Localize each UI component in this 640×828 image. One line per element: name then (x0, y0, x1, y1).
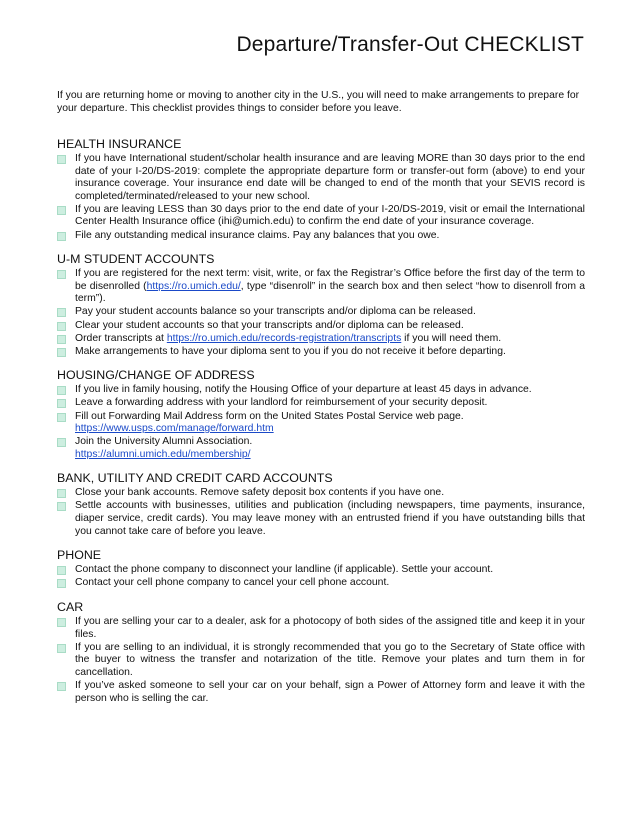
checkbox-icon[interactable] (57, 270, 66, 279)
item-text: If you have International student/scholar health insurance and are leaving MORE than 30 days prior to the end date of your I-20/DS-2019: complete the appropriate departure form or transfer-out form (above) to end your insurance coverage. Your insurance end date will be changed to end of the month that your SEVIS record is completed/terminated/released to your new school. (75, 153, 585, 202)
checklist-item (57, 500, 585, 538)
checklist-item (57, 346, 585, 359)
item-text: Pay your student accounts balance so your transcripts and/or diploma can be released. (75, 306, 476, 318)
checklist-item (57, 397, 585, 410)
item-link[interactable]: https://www.usps.com/manage/forward.htm (75, 423, 274, 435)
section-u-m-student-accounts (57, 252, 585, 358)
intro-paragraph: If you are returning home or moving to another city in the U.S., you will need to make arrangements to prepare for your departure. This checklist provides things to consider before you leave. (57, 90, 580, 114)
item-text: Join the University Alumni Association. (75, 436, 253, 448)
checklist-item (57, 320, 585, 333)
item-link[interactable]: https://alumni.umich.edu/membership/ (75, 448, 251, 460)
item-text: If you live in family housing, notify the Housing Office of your departure at least 45 days in advance. (75, 384, 532, 396)
checkbox-icon[interactable] (57, 579, 66, 588)
checklist-item (57, 306, 585, 319)
checkbox-icon[interactable] (57, 308, 66, 317)
item-text: Make arrangements to have your diploma sent to you if you do not receive it before departing. (75, 345, 506, 357)
checklist-item (57, 487, 585, 500)
checkbox-icon[interactable] (57, 348, 66, 357)
checklist (57, 153, 585, 242)
checklist (57, 616, 585, 705)
checkbox-icon[interactable] (57, 322, 66, 331)
item-text: Order transcripts at (75, 332, 167, 344)
checklist-item (57, 411, 585, 436)
checklist-item (57, 436, 585, 461)
checklist (57, 487, 585, 538)
checkbox-icon[interactable] (57, 413, 66, 422)
checkbox-icon[interactable] (57, 566, 66, 575)
item-link[interactable]: https://ro.umich.edu/ (146, 280, 241, 292)
section-bank-utility-and-credit-card-accounts (57, 471, 585, 538)
section-phone (57, 548, 585, 590)
item-link[interactable]: https://ro.umich.edu/records-registration/transcripts (166, 332, 402, 344)
checklist-item (57, 333, 585, 346)
item-text: if you will need them. (401, 332, 502, 344)
item-text: If you’ve asked someone to sell your car on your behalf, sign a Power of Attorney form and leave it with the person who is selling the car. (75, 679, 585, 704)
checklist-item (57, 268, 585, 306)
section-car (57, 600, 585, 705)
section-housing-change-of-address (57, 368, 585, 461)
checklist-item (57, 153, 585, 203)
checkbox-icon[interactable] (57, 155, 66, 164)
checklist-item (57, 204, 585, 229)
item-text: Contact the phone company to disconnect your landline (if applicable). Settle your account. (75, 564, 494, 576)
item-text: Fill out Forwarding Mail Address form on the United States Postal Service web page. (75, 410, 464, 422)
section-heading: HEALTH INSURANCE (57, 137, 182, 151)
checkbox-icon[interactable] (57, 644, 66, 653)
item-text: , type “disenroll” in the search box and then select “how to disenroll from a term”). (75, 280, 585, 305)
checkbox-icon[interactable] (57, 682, 66, 691)
checkbox-icon[interactable] (57, 438, 66, 447)
checkbox-icon[interactable] (57, 232, 66, 241)
item-text: Contact your cell phone company to cancel your cell phone account. (75, 577, 390, 589)
checklist-item (57, 642, 585, 680)
checklist-item (57, 577, 585, 590)
checklist-item (57, 616, 585, 641)
checkbox-icon[interactable] (57, 206, 66, 215)
section-heading: BANK, UTILITY AND CREDIT CARD ACCOUNTS (57, 471, 333, 486)
checkbox-icon[interactable] (57, 386, 66, 395)
item-text: Close your bank accounts. Remove safety deposit box contents if you have one. (75, 487, 445, 499)
item-text: If you are selling to an individual, it is strongly recommended that you go to the Secretary of State office with the buyer to witness the transfer and notarization of the title. Remove your plates and turn them in for cancellation. (75, 641, 585, 678)
item-text: If you are registered for the next term: visit, write, or fax the Registrar’s Office before the first day of the term to be disenrolled ( (75, 268, 585, 292)
item-text: File any outstanding medical insurance claims. Pay any balances that you owe. (75, 229, 440, 241)
checkbox-icon[interactable] (57, 618, 66, 627)
item-text: Clear your student accounts so that your transcripts and/or diploma can be released. (75, 319, 464, 331)
item-text: Settle accounts with businesses, utilities and publication (including newspapers, time payments, insurance, diaper service, credit cards). You may leave money with an entrusted friend if you have outstanding bills that you cannot take care of before you leave. (75, 500, 585, 537)
page-title: Departure/Transfer-Out CHECKLIST (236, 33, 584, 56)
section-health-insurance (57, 137, 585, 242)
checklist (57, 268, 585, 358)
item-text: If you are leaving LESS than 30 days prior to the end date of your I-20/DS-2019, visit or email the International Center Health Insurance office (ihi@umich.edu) to confirm the end date of your insurance coverage. (75, 203, 585, 228)
section-heading: HOUSING/CHANGE OF ADDRESS (57, 368, 255, 383)
section-heading: CAR (57, 599, 84, 614)
checkbox-icon[interactable] (57, 399, 66, 408)
section-heading: U-M STUDENT ACCOUNTS (57, 252, 215, 267)
checklist (57, 564, 585, 590)
checklist-content (57, 137, 585, 715)
checklist-item (57, 384, 585, 397)
checklist-item (57, 564, 585, 577)
checkbox-icon[interactable] (57, 489, 66, 498)
section-heading: PHONE (57, 548, 102, 563)
item-text: If you are selling your car to a dealer, ask for a photocopy of both sides of the assigned title and keep it in your files. (75, 615, 585, 640)
checkbox-icon[interactable] (57, 335, 66, 344)
checklist-item (57, 680, 585, 705)
checkbox-icon[interactable] (57, 502, 66, 511)
checklist (57, 384, 585, 461)
item-text: Leave a forwarding address with your landlord for reimbursement of your security deposit. (75, 397, 488, 409)
checklist-item (57, 230, 585, 243)
